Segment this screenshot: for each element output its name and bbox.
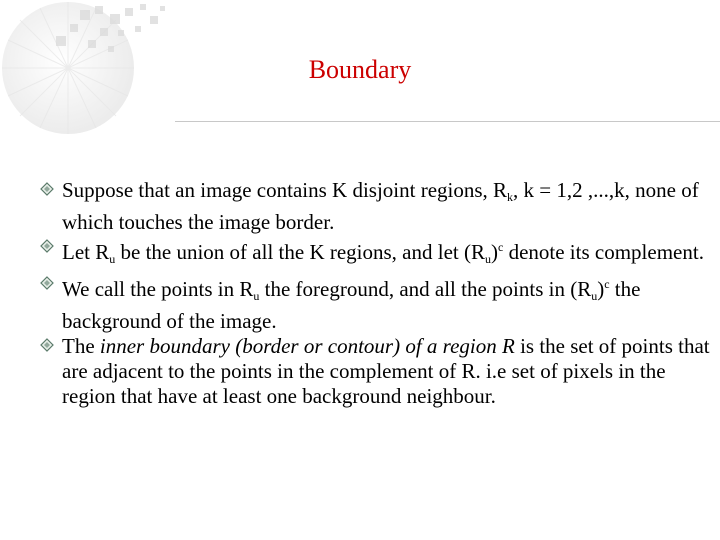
bullet-text <box>62 272 720 334</box>
subscript: u <box>109 252 116 266</box>
bullet-item <box>40 272 720 334</box>
bullet-item <box>40 334 720 409</box>
diamond-bullet-icon <box>40 239 54 253</box>
subscript: u <box>485 252 491 266</box>
text-segment: be the union of all the K regions, and let (R <box>115 240 485 264</box>
subscript: u <box>591 289 598 303</box>
bullet-text <box>62 178 720 235</box>
text-segment: ) <box>491 240 498 264</box>
bullet-item <box>40 178 720 235</box>
diamond-bullet-icon <box>40 182 54 196</box>
text-segment: ) <box>597 277 605 301</box>
bullet-text <box>62 334 720 409</box>
text-segment: the foreground, and all the points in (R <box>259 277 592 301</box>
text-segment: , k = 1,2 ,...,k, none of which touches the image border. <box>62 178 699 234</box>
superscript: c <box>604 277 610 291</box>
title-divider <box>175 121 720 122</box>
diamond-bullet-icon <box>40 276 54 290</box>
subscript: k <box>507 190 514 204</box>
bullet-text <box>62 235 720 272</box>
text-segment: denote its complement. <box>503 240 704 264</box>
diamond-bullet-icon <box>40 338 54 352</box>
bullet-list <box>40 178 720 409</box>
text-segment: is the set of points that are adjacent to the points in the complement of R. i.e set of pixels in the region that have at least one background neighbour. <box>62 334 710 408</box>
slide-title <box>0 55 720 85</box>
superscript: c <box>498 240 504 254</box>
text-segment: Let R <box>62 240 110 264</box>
text-segment: Suppose that an image contains K disjoint regions, R <box>62 178 508 202</box>
bullet-item <box>40 235 720 272</box>
slide-title-text: Boundary <box>308 55 412 84</box>
text-segment: inner boundary (border or contour) of a region R <box>99 334 515 358</box>
subscript: u <box>253 289 260 303</box>
text-segment: the background of the image. <box>62 277 641 333</box>
text-segment: We call the points in R <box>62 277 254 301</box>
text-segment: The <box>62 334 100 358</box>
